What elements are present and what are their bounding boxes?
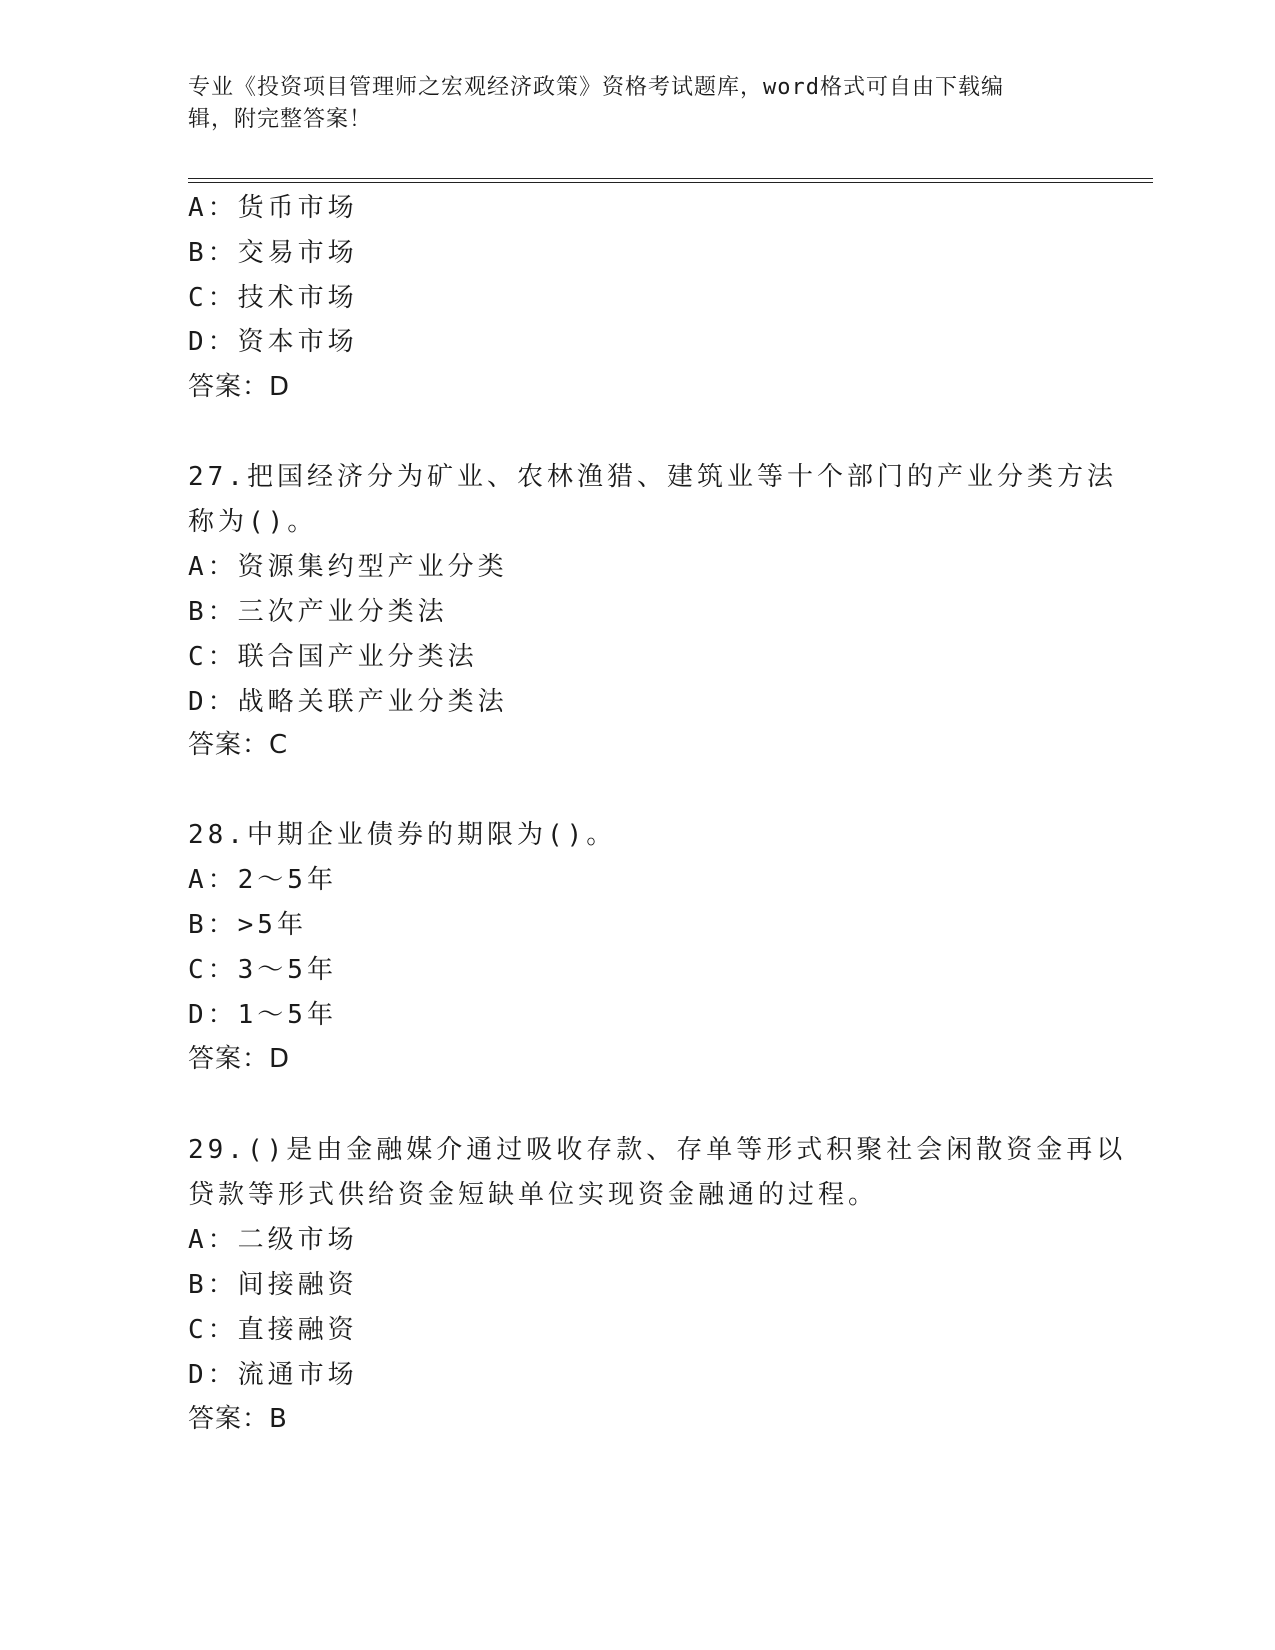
q29-option-d: D：流通市场 — [188, 1360, 358, 1390]
q27-option-a: A：资源集约型产业分类 — [188, 552, 508, 582]
prev-answer: 答案：D — [188, 372, 291, 402]
prev-option-a: A：货币市场 — [188, 193, 358, 223]
q29-option-b: B：间接融资 — [188, 1270, 358, 1300]
header-divider-top — [188, 178, 1153, 179]
q28-option-b: B：>5年 — [188, 910, 307, 940]
q29-answer: 答案：B — [188, 1404, 288, 1434]
q27-option-d: D：战略关联产业分类法 — [188, 687, 508, 717]
q28-option-a: A：2～5年 — [188, 865, 337, 895]
q28-stem-line-1: 28.中期企业债券的期限为()。 — [188, 820, 617, 850]
q29-option-a: A：二级市场 — [188, 1225, 358, 1255]
prev-option-d: D：资本市场 — [188, 327, 358, 357]
q27-option-c: C：联合国产业分类法 — [188, 642, 478, 672]
q27-stem-line-1: 27.把国经济分为矿业、农林渔猎、建筑业等十个部门的产业分类方法 — [188, 462, 1117, 492]
header-line-2: 辑，附完整答案！ — [188, 107, 373, 132]
q28-answer: 答案：D — [188, 1044, 291, 1074]
q28-option-c: C：3～5年 — [188, 955, 337, 985]
prev-option-b: B：交易市场 — [188, 238, 358, 268]
q27-stem-line-2: 称为()。 — [188, 507, 318, 537]
q27-answer: 答案：C — [188, 730, 289, 760]
header-divider-bottom — [188, 182, 1153, 183]
q29-stem-line-2: 贷款等形式供给资金短缺单位实现资金融通的过程。 — [188, 1180, 879, 1210]
header-line-1: 专业《投资项目管理师之宏观经济政策》资格考试题库，word格式可自由下载编 — [188, 75, 1004, 100]
q27-option-b: B：三次产业分类法 — [188, 597, 448, 627]
prev-option-c: C：技术市场 — [188, 283, 358, 313]
q29-stem-line-1: 29.()是由金融媒介通过吸收存款、存单等形式积聚社会闲散资金再以 — [188, 1135, 1127, 1165]
q29-option-c: C：直接融资 — [188, 1315, 358, 1345]
q28-option-d: D：1～5年 — [188, 1000, 337, 1030]
document-header — [188, 72, 1088, 136]
